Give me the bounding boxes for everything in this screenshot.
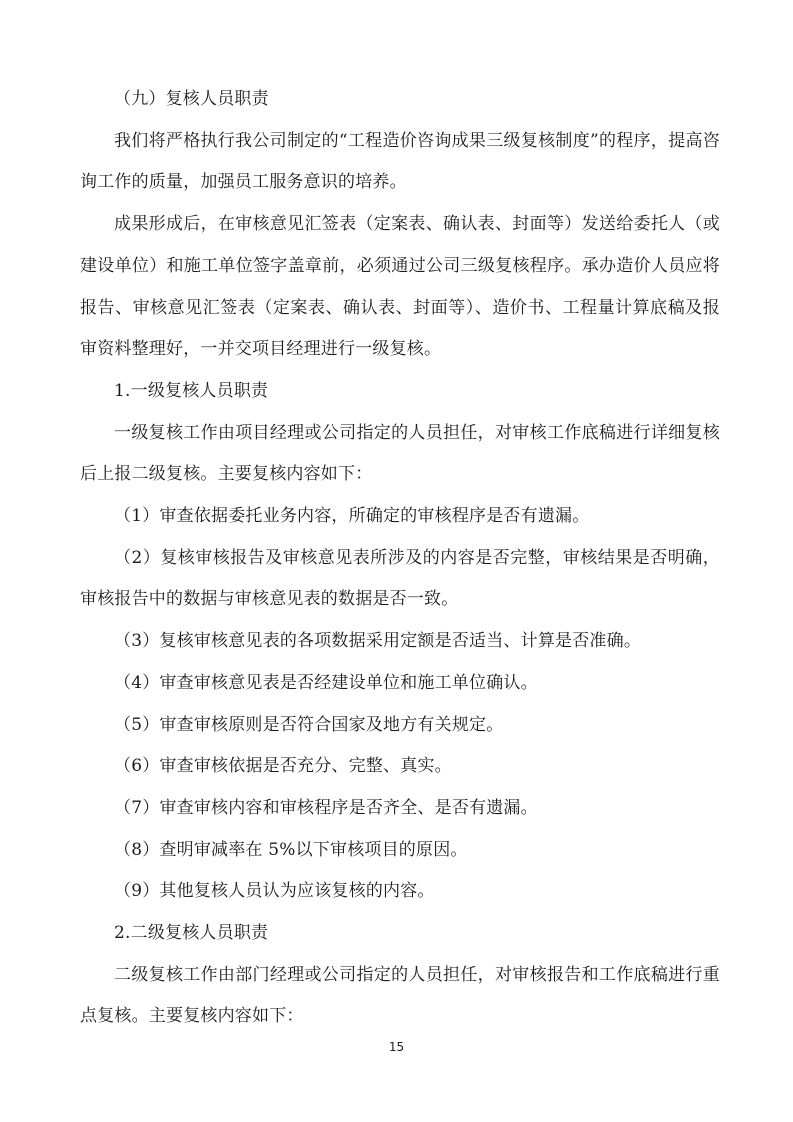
level1-item: （2）复核审核报告及审核意见表所涉及的内容是否完整，审核结果是否明确，审核报告中的数据与审核意见表的数据是否一致。 — [80, 547, 720, 610]
level2-paragraph: 二级复核工作由部门经理或公司指定的人员担任，对审核报告和工作底稿进行重点复核。主要复核内容如下： — [80, 964, 720, 1027]
level2-heading: 2.二级复核人员职责 — [114, 923, 269, 944]
level1-item: （7）审查审核内容和审核程序是否齐全、是否有遗漏。 — [114, 797, 538, 818]
process-paragraph: 成果形成后，在审核意见汇签表（定案表、确认表、封面等）发送给委托人（或建设单位）和施工单位签字盖章前，必须通过公司三级复核程序。承办造价人员应将报告、审核意见汇签表（定案表、确认表、封面等）、造价书、工程量计算底稿及报审资料整理好，一并交项目经理进行一级复核。 — [80, 214, 720, 360]
level1-item: （4）审查审核意见表是否经建设单位和施工单位确认。 — [114, 672, 538, 693]
document-body — [80, 79, 720, 1038]
level1-item: （8）查明审减率在 5%以下审核项目的原因。 — [114, 839, 468, 860]
level1-item: （6）审查审核依据是否充分、完整、真实。 — [114, 756, 452, 777]
level1-item: （3）复核审核意见表的各项数据采用定额是否适当、计算是否准确。 — [114, 631, 642, 652]
level1-item: （9）其他复核人员认为应该复核的内容。 — [114, 881, 435, 902]
page-number: 15 — [388, 1040, 405, 1054]
level1-paragraph: 一级复核工作由项目经理或公司指定的人员担任，对审核工作底稿进行详细复核后上报二级复核。主要复核内容如下： — [80, 422, 720, 485]
level1-item: （5）审查审核原则是否符合国家及地方有关规定。 — [114, 714, 504, 735]
level1-item: （1）审查依据委托业务内容，所确定的审核程序是否有遗漏。 — [114, 506, 590, 527]
intro-paragraph: 我们将严格执行我公司制定的“工程造价咨询成果三级复核制度”的程序，提高咨询工作的质量，加强员工服务意识的培养。 — [80, 130, 720, 193]
section-heading-nine: （九）复核人员职责 — [114, 89, 269, 109]
level1-heading: 1.一级复核人员职责 — [114, 380, 269, 401]
